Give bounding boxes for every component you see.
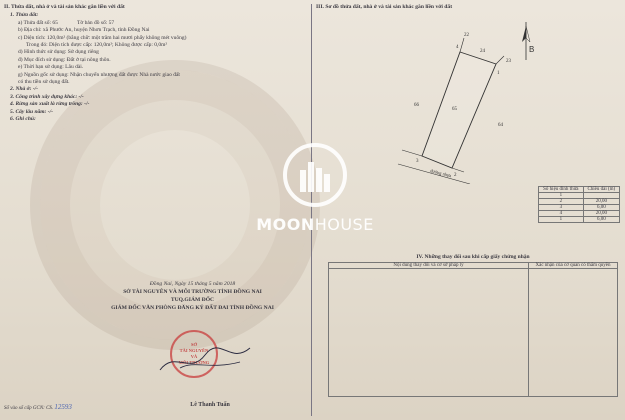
- table-cell: 20,00: [583, 211, 619, 217]
- sheet-label: Tờ bản đồ số:: [77, 19, 108, 26]
- section-iv-title: IV. Những thay đổi sau khi cấp giấy chứng nhận: [416, 254, 530, 260]
- table-cell: 1: [539, 193, 584, 199]
- changes-col-content: Nội dung thay đổi và cơ sở pháp lý: [329, 263, 529, 269]
- section-ii-title: II. Thửa đất, nhà ở và tài sản khác gắn liền với đất: [4, 4, 125, 10]
- watermark-text: [250, 215, 380, 234]
- parcel-neighbor: 23: [506, 59, 511, 64]
- signer-name: Lê Thanh Tuấn: [190, 402, 230, 408]
- watermark-moon: MOON: [256, 215, 315, 234]
- handwritten-signature: [150, 340, 260, 380]
- vertex-label: 2: [454, 173, 457, 178]
- changes-section: [328, 254, 618, 397]
- svg-text:B: B: [529, 45, 535, 54]
- stamp-line: SỞ: [190, 342, 197, 347]
- stamp-line: MÔI TRƯỜNG: [178, 360, 210, 365]
- gcn-number: Số vào sổ cấp GCN: CS. 12593: [4, 403, 72, 411]
- watermark-house: HOUSE: [314, 215, 374, 234]
- stamp-line: VÀ: [190, 354, 198, 359]
- notes-line: 6. Ghi chú:: [10, 116, 36, 123]
- land-usage-term: e) Thời hạn sử dụng: Lâu dài.: [18, 64, 84, 71]
- office-line: GIÁM ĐỐC VĂN PHÒNG ĐĂNG KÝ ĐẤT ĐAI TỈNH ĐỒNG NAI: [111, 305, 274, 311]
- table-cell: 6,00: [583, 205, 619, 211]
- vertex-label: 4: [456, 45, 459, 50]
- table-cell: 6,00: [583, 217, 619, 223]
- forest-line: 4. Rừng sản xuất là rừng trồng: -/-: [10, 101, 90, 108]
- table-cell: 2: [539, 199, 584, 205]
- table-row: [539, 217, 620, 223]
- parcel-neighbor: 64: [498, 123, 503, 128]
- table-header: Số hiệu đỉnh thửa: [539, 187, 584, 193]
- parcel-number: 65: [452, 107, 457, 112]
- signature-block: [80, 280, 305, 312]
- issuing-org: SỞ TÀI NGUYÊN VÀ MÔI TRƯỜNG TỈNH ĐỒNG NAI: [123, 289, 262, 295]
- road-label: đường nhựa: [429, 168, 452, 179]
- construction-line: 3. Công trình xây dựng khác: -/-: [10, 93, 84, 100]
- vertex-label: 3: [416, 159, 419, 164]
- land-header: 1. Thửa đất:: [10, 12, 39, 19]
- perennial-line: 5. Cây lâu năm: -/-: [10, 108, 53, 115]
- sheet-value: 57: [108, 19, 115, 26]
- land-area-detail: Trong đó: Diện tích được cấp: 120,0m²; Không được cấp: 0,0m²: [26, 42, 168, 49]
- moonhouse-watermark: [250, 140, 380, 234]
- edge-length-table: [538, 186, 620, 223]
- parcel-neighbor: 24: [480, 49, 485, 54]
- table-header: Chiều dài (m): [583, 187, 619, 193]
- table-cell: 1: [539, 217, 584, 223]
- authority-line: TUQ.GIÁM ĐỐC: [170, 297, 215, 303]
- table-cell: 3: [539, 205, 584, 211]
- changes-empty-row: [329, 269, 618, 397]
- gcn-value: 12593: [54, 403, 72, 411]
- parcel-label: a) Thửa đất số:: [18, 19, 51, 26]
- land-address: b) Địa chỉ: xã Phước An, huyện Nhơn Trạch, tỉnh Đồng Nai: [18, 27, 150, 34]
- issue-date: Đồng Nai, Ngày 15 tháng 5 năm 2018: [149, 281, 236, 287]
- land-area: c) Diện tích: 120,0m² (bằng chữ: một trăm hai mươi phẩy không mét vuông): [18, 34, 187, 41]
- gcn-label: Số vào sổ cấp GCN: CS: [4, 406, 52, 411]
- vertex-label: 1: [497, 71, 500, 76]
- stamp-line: TÀI NGUYÊN: [179, 348, 209, 353]
- land-usage-origin: g) Nguồn gốc sử dụng: Nhận chuyển nhượng đất được Nhà nước giao đất: [18, 71, 180, 78]
- parcel-value: 65: [52, 19, 58, 26]
- land-usage-purpose: đ) Mục đích sử dụng: Đất ở tại nông thôn.: [18, 56, 111, 63]
- table-cell: 4: [539, 211, 584, 217]
- parcel-neighbor: 22: [464, 33, 469, 38]
- land-usage-form: d) Hình thức sử dụng: Sử dụng riêng: [18, 49, 99, 56]
- parcel-neighbor: 66: [414, 103, 419, 108]
- land-usage-origin-2: có thu tiền sử dụng đất.: [18, 79, 70, 86]
- house-line: 2. Nhà ở: -/-: [10, 86, 39, 93]
- moon-city-logo-icon: [280, 140, 350, 210]
- north-arrow-icon: [522, 22, 534, 60]
- section-iii-title: III. Sơ đồ thửa đất, nhà ở và tài sản khác gắn liền với đất: [316, 4, 453, 10]
- changes-col-confirm: Xác nhận của cơ quan có thẩm quyền: [529, 263, 618, 269]
- table-cell: 20,00: [583, 199, 619, 205]
